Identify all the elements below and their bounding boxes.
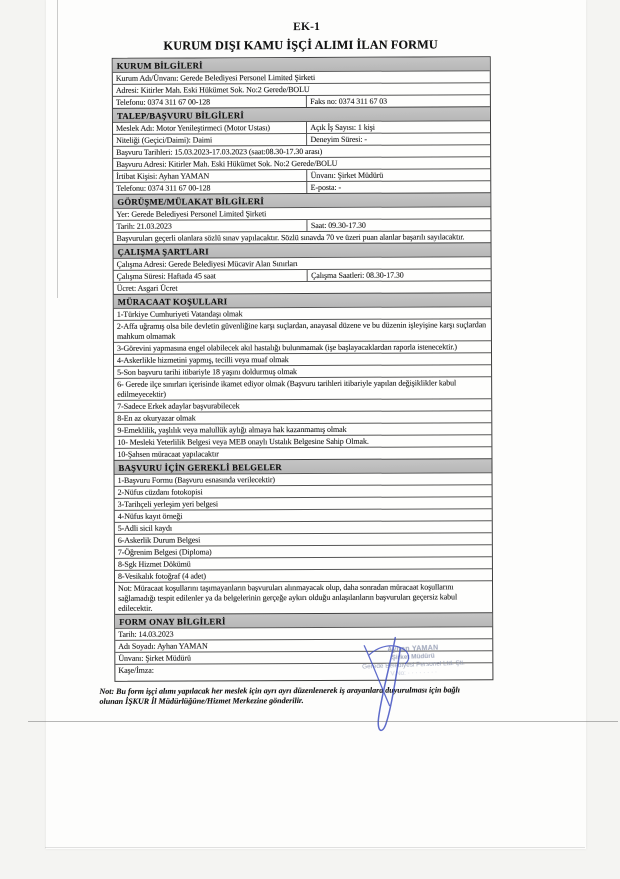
- form-cell: Kaşe/İmza:: [118, 665, 154, 675]
- form-cell: 2-Affa uğramış olsa bile devletin güvenliğine karşı suçlardan, anayasal düzene ve bu düzenin işleyişine karşı suçlardan mahkum olmamak: [116, 320, 487, 341]
- form-row: [113, 206, 490, 220]
- form-row: [113, 120, 490, 134]
- form-row: [113, 82, 490, 96]
- form-row: [114, 398, 491, 412]
- form-cell: Saat: 09.30-17.30: [307, 219, 491, 231]
- form-cell: Başvuruları geçerli olanlara sözlü sınav yapılacaktır. Sözlü sınavda 70 ve üzeri puan alanlar başarılı sayılacaktır.: [116, 232, 465, 243]
- form-cell: 10-Şahsen müracaat yapılacaktır: [117, 449, 219, 459]
- form-cell: Meslek Adı: Motor Yenileştirmeci (Motor Ustası): [116, 123, 271, 133]
- form-cell: Kurum Adı/Ünvanı: Gerede Belediyesi Personel Limited Şirketi: [115, 72, 316, 83]
- section-header: TALEP/BAŞVURU BİLGİLERİ: [113, 106, 490, 122]
- form-row: [115, 496, 492, 510]
- form-row: [114, 422, 491, 436]
- form-row: [113, 156, 490, 170]
- scan-line-artifact: [28, 721, 618, 722]
- form-row: [115, 508, 492, 522]
- stamp-vno: V.No: · · · · · · · ·: [390, 668, 438, 678]
- footnote: [99, 685, 519, 706]
- form-cell: Adresi: Kitirler Mah. Eski Hükümet Sok. No:2 Gerede/BOLU: [115, 84, 310, 95]
- form-row: [115, 568, 492, 582]
- doc-code: EK-1: [293, 20, 321, 34]
- form-row: [113, 180, 490, 194]
- form-cell: Telefonu: 0374 311 67 00-128: [116, 183, 211, 193]
- form-cell: Faks no: 0374 311 67 03: [306, 95, 490, 107]
- form-row: [114, 256, 491, 270]
- form-cell: 4-Nüfus kayıt örneği: [117, 511, 183, 521]
- footnote-line: olunan İŞKUR İl Müdürlüğüne/Hizmet Merkezine gönderilir.: [99, 695, 304, 706]
- page-title: KURUM DIŞI KAMU İŞÇİ ALIMI İLAN FORMU: [163, 37, 438, 53]
- form-row: [115, 544, 492, 558]
- form-cell: 10- Mesleki Yeterlilik Belgesi veya MEB onaylı Ustalık Belgesine Sahip Olmak.: [117, 436, 369, 447]
- form-row: [114, 340, 491, 354]
- form-cell: Tarih: 14.03.2023: [118, 629, 174, 639]
- form-row: [114, 352, 491, 366]
- form-row: [114, 410, 491, 424]
- form-cell: 3-Görevini yapmasına engel olabilecek akıl hastalığı bulunmamak (işe başlayacaklardan raporla istenecektir.): [116, 342, 457, 353]
- section-header: KURUM BİLGİLERİ: [113, 57, 490, 72]
- form-row: [113, 144, 490, 158]
- form-cell: 5-Adli sicil kaydı: [117, 523, 172, 533]
- form-cell: 7-Sadece Erkek adaylar başvurabilecek: [117, 401, 240, 411]
- section-header: BAŞVURU İÇİN GEREKLİ BELGELER: [114, 458, 491, 474]
- form-cell: Adı Soyadı: Ayhan YAMAN: [118, 641, 208, 651]
- section-header: FORM ONAY BİLGİLERİ: [115, 612, 492, 628]
- form-row: [115, 520, 492, 534]
- form-cell: Açık İş Sayısı: 1 kişi: [306, 121, 490, 133]
- form-table: [112, 56, 494, 682]
- form-cell: Tarih: 21.03.2023: [116, 221, 172, 231]
- form-cell: 9-Emeklilik, yaşlılık veya malullük aylığı almaya hak kazanmamış olmak: [117, 424, 347, 435]
- form-cell: 8-En az okuryazar olmak: [117, 413, 196, 423]
- form-cell: Başvuru Tarihleri: 15.03.2023-17.03.2023 (saat:08.30-17.30 arası): [116, 146, 323, 157]
- form-cell: Ünvanı: Şirket Müdürü: [307, 169, 491, 181]
- stamp-company: Gerede Belediyesi Personel Ltd. Şti.: [362, 659, 465, 671]
- form-cell: Çalışma Adresi: Gerede Belediyesi Mücavir Alan Sınırları: [116, 259, 298, 269]
- form-row: [115, 484, 492, 498]
- form-cell: E-posta: -: [307, 181, 491, 193]
- form-row: [113, 230, 490, 244]
- form-cell: Not: Müracaat koşullarını taşımayanların başvuruları alınmayacak olup, daha sonradan müracaat koşullarını sağlamadığı tespit edilenler ya da belgelerinin gerçeğe aykırı olduğu anlaşılanların başvuruları geçersiz kabul edilecektir.: [118, 582, 458, 613]
- form-cell: 2-Nüfus cüzdanı fotokopisi: [117, 487, 203, 497]
- form-cell: Başvuru Adresi: Kitirler Mah. Eski Hükümet Sok. No:2 Gerede/BOLU: [116, 158, 338, 169]
- form-cell: 1-Türkiye Cumhuriyeti Vatandaşı olmak: [116, 309, 243, 319]
- form-cell: Yer: Gerede Belediyesi Personel Limited Şirketi: [116, 209, 267, 219]
- form-cell: Çalışma Saatleri: 08.30-17.30: [307, 269, 491, 281]
- form-cell: 4-Askerlikle hizmetini yapmış, tecilli veya muaf olmak: [117, 355, 289, 365]
- form-cell: 7-Öğrenim Belgesi (Diploma): [117, 547, 212, 557]
- form-cell: Deneyim Süresi: -: [306, 133, 490, 145]
- form-row: [115, 626, 492, 640]
- form-row: [115, 556, 492, 570]
- form-row: [115, 472, 492, 486]
- form-row: [114, 364, 491, 378]
- section-header: GÖRÜŞME/MÜLAKAT BİLGİLERİ: [113, 192, 490, 208]
- form-cell: Niteliği (Geçici/Daimi): Daimi: [116, 135, 213, 145]
- footnote-line: Not: Bu form işçi alımı yapılacak her meslek için ayrı ayrı düzenlenerek iş arayanlara duyurulması için bağlı: [99, 685, 460, 696]
- form-row: [113, 94, 490, 108]
- form-row: [114, 306, 491, 320]
- company-stamp: [337, 643, 490, 681]
- form-cell: 6- Gerede ilçe sınırları içerisinde ikamet ediyor olmak (Başvuru tarihleri itibariyle yapılan değişiklikler kabul edilmeyecektir): [117, 378, 457, 399]
- form-row: [113, 168, 490, 182]
- form-row: [113, 132, 490, 146]
- form-row: [113, 218, 490, 232]
- form-row: [114, 434, 491, 448]
- page-bottom-edge: [45, 847, 585, 848]
- form-cell: Çalışma Süresi: Haftada 45 saat: [116, 271, 216, 281]
- form-cell: 8-Sgk Hizmet Dökümü: [117, 559, 191, 569]
- form-row: [114, 268, 491, 282]
- form-row: [114, 318, 491, 342]
- form-cell: 8-Vesikalık fotoğraf (4 adet): [117, 571, 206, 581]
- form-cell: Ücret: Asgari Ücret: [116, 283, 178, 293]
- stamp-name: Ayhan YAMAN: [387, 644, 439, 654]
- form-cell: 3-Tarihçeli yerleşim yeri belgesi: [117, 499, 219, 509]
- form-row: [113, 70, 490, 84]
- form-cell: 1-Başvuru Formu (Başvuru esnasında verilecektir): [117, 475, 275, 485]
- form-row: [115, 580, 492, 614]
- form-row: [114, 446, 491, 460]
- form-cell: Ünvanı: Şirket Müdürü: [118, 653, 191, 663]
- section-header: ÇALIŞMA ŞARTLARI: [114, 242, 491, 258]
- form-row: [115, 532, 492, 546]
- form-row: [114, 280, 491, 294]
- section-header: MÜRACAAT KOŞULLARI: [114, 292, 491, 308]
- form-cell: İrtibat Kişisi: Ayhan YAMAN: [116, 171, 210, 181]
- form-cell: 5-Son başvuru tarihi itibariyle 18 yaşını doldurmuş olmak: [117, 367, 297, 377]
- form-cell: Telefonu: 0374 311 67 00-128: [115, 97, 211, 107]
- stamp-title: Şirket Müdürü: [391, 652, 435, 662]
- form-cell: 6-Askerlik Durum Belgesi: [117, 535, 201, 545]
- form-row: [114, 376, 491, 400]
